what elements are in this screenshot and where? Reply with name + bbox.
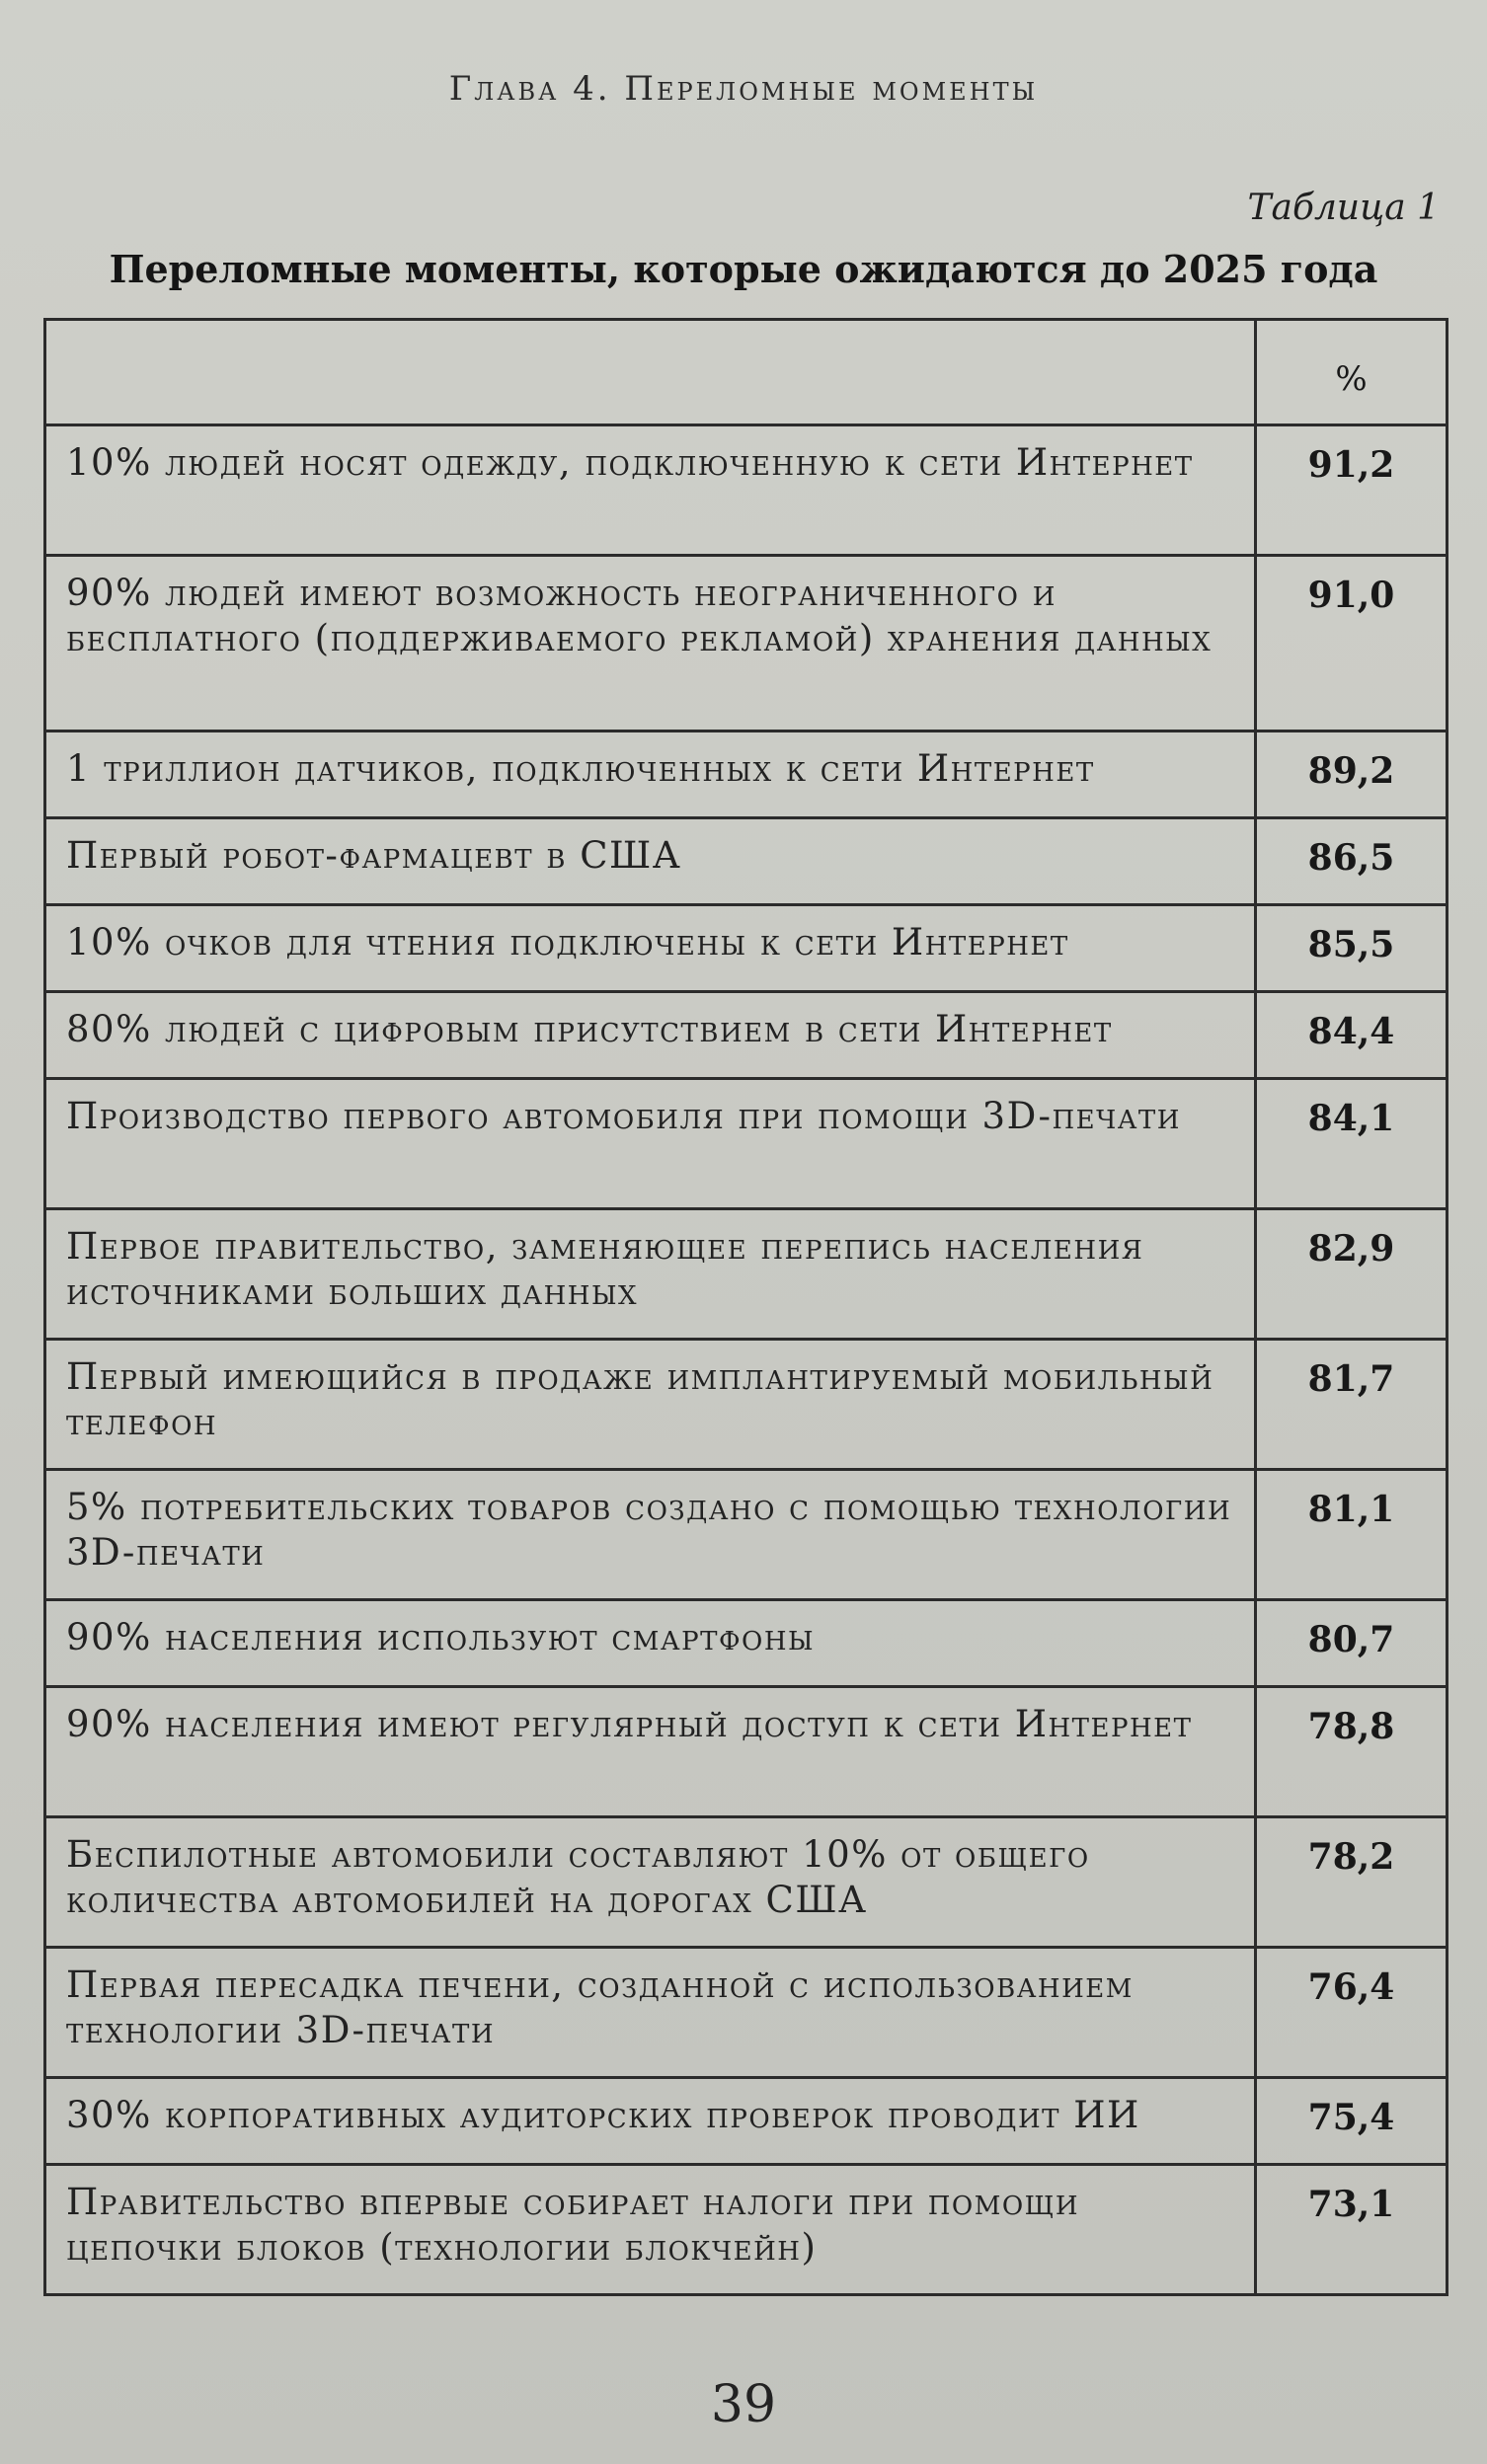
row-text: Первое правительство, заменяющее перепись населения источниками больших данных bbox=[45, 1209, 1256, 1340]
row-text: Первая пересадка печени, созданной с использованием технологии 3D-печати bbox=[45, 1948, 1256, 2078]
table-row bbox=[45, 1817, 1448, 1948]
row-value: 91,0 bbox=[1256, 556, 1448, 732]
table-row bbox=[45, 2078, 1448, 2165]
table-row bbox=[45, 1948, 1448, 2078]
row-value: 85,5 bbox=[1256, 905, 1448, 992]
row-value: 81,1 bbox=[1256, 1470, 1448, 1600]
row-value: 86,5 bbox=[1256, 818, 1448, 905]
row-value: 78,2 bbox=[1256, 1817, 1448, 1948]
row-text: Беспилотные автомобили составляют 10% от общего количества автомобилей на дорогах США bbox=[45, 1817, 1256, 1948]
header-empty-cell bbox=[45, 320, 1256, 425]
row-text: 90% людей имеют возможность неограниченного и бесплатного (поддерживаемого рекламой) хранения данных bbox=[45, 556, 1256, 732]
milestones-table bbox=[43, 318, 1448, 2296]
row-value: 81,7 bbox=[1256, 1340, 1448, 1470]
row-text: 5% потребительских товаров создано с помощью технологии 3D-печати bbox=[45, 1470, 1256, 1600]
row-value: 75,4 bbox=[1256, 2078, 1448, 2165]
row-value: 89,2 bbox=[1256, 732, 1448, 818]
table-header-row bbox=[45, 320, 1448, 425]
table-row bbox=[45, 1209, 1448, 1340]
table-row bbox=[45, 1600, 1448, 1687]
row-text: 90% населения имеют регулярный доступ к сети Интернет bbox=[45, 1687, 1256, 1817]
table-row bbox=[45, 818, 1448, 905]
row-text: 80% людей с цифровым присутствием в сети Интернет bbox=[45, 992, 1256, 1079]
row-text: Первый имеющийся в продаже имплантируемый мобильный телефон bbox=[45, 1340, 1256, 1470]
row-value: 84,4 bbox=[1256, 992, 1448, 1079]
table-row bbox=[45, 2165, 1448, 2295]
row-text: 1 триллион датчиков, подключенных к сети Интернет bbox=[45, 732, 1256, 818]
row-value: 91,2 bbox=[1256, 425, 1448, 556]
row-text: 30% корпоративных аудиторских проверок проводит ИИ bbox=[45, 2078, 1256, 2165]
table-row bbox=[45, 732, 1448, 818]
row-text: Первый робот-фармацевт в США bbox=[45, 818, 1256, 905]
row-value: 84,1 bbox=[1256, 1079, 1448, 1209]
row-value: 73,1 bbox=[1256, 2165, 1448, 2295]
table-row bbox=[45, 425, 1448, 556]
row-text: 10% очков для чтения подключены к сети Интернет bbox=[45, 905, 1256, 992]
row-value: 78,8 bbox=[1256, 1687, 1448, 1817]
header-percent-cell: % bbox=[1256, 320, 1448, 425]
table-row bbox=[45, 1340, 1448, 1470]
row-text: 90% населения используют смартфоны bbox=[45, 1600, 1256, 1687]
table-label: Таблица 1 bbox=[1247, 188, 1440, 228]
table-row bbox=[45, 992, 1448, 1079]
table-row bbox=[45, 1687, 1448, 1817]
row-value: 80,7 bbox=[1256, 1600, 1448, 1687]
running-head: Глава 4. Переломные моменты bbox=[448, 69, 1039, 109]
table-row bbox=[45, 905, 1448, 992]
row-value: 82,9 bbox=[1256, 1209, 1448, 1340]
table-title: Переломные моменты, которые ожидаются до 2025 года bbox=[109, 247, 1378, 291]
table-row bbox=[45, 1079, 1448, 1209]
table-row bbox=[45, 1470, 1448, 1600]
row-text: Производство первого автомобиля при помощи 3D-печати bbox=[45, 1079, 1256, 1209]
table-row bbox=[45, 556, 1448, 732]
row-value: 76,4 bbox=[1256, 1948, 1448, 2078]
row-text: 10% людей носят одежду, подключенную к сети Интернет bbox=[45, 425, 1256, 556]
page-number: 39 bbox=[710, 2375, 777, 2434]
row-text: Правительство впервые собирает налоги при помощи цепочки блоков (технологии блокчейн) bbox=[45, 2165, 1256, 2295]
